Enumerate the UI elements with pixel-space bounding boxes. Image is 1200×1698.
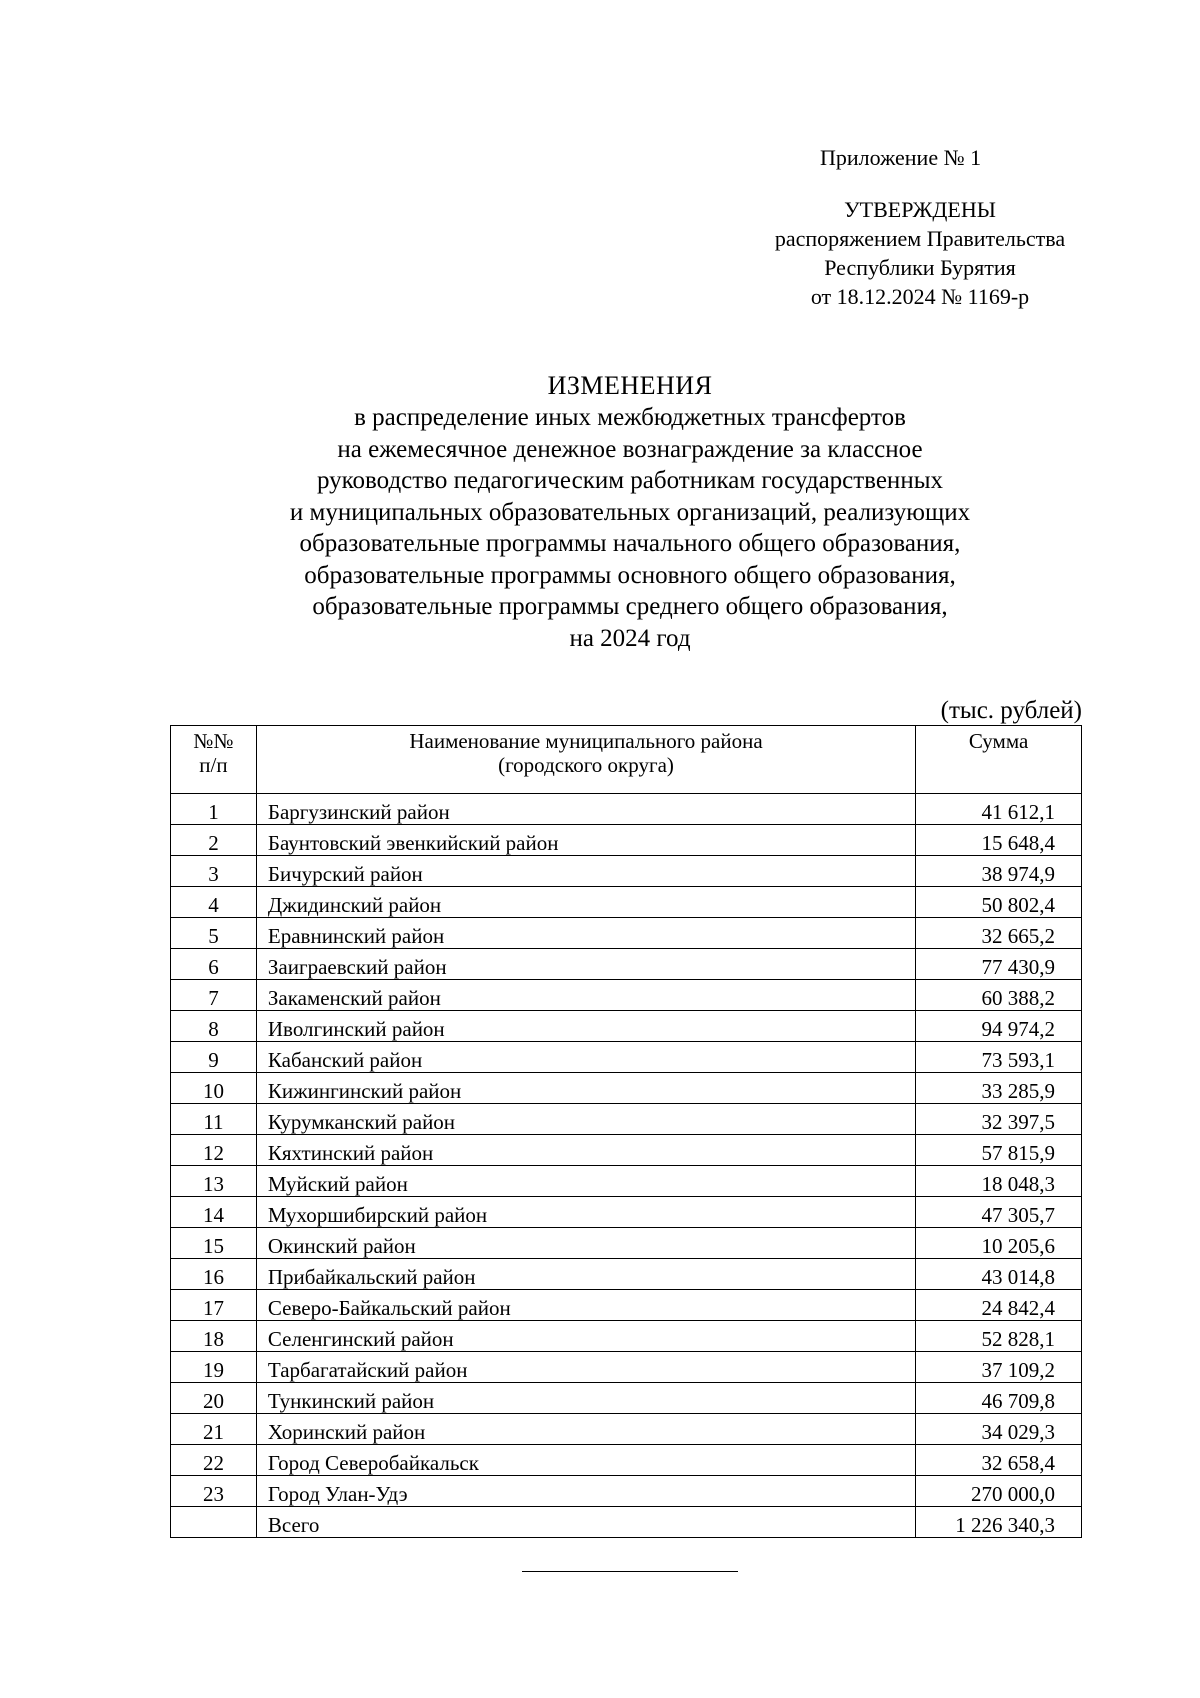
row-number: 9 bbox=[171, 1042, 257, 1073]
row-district-name: Курумканский район bbox=[256, 1104, 915, 1135]
header-name bbox=[256, 726, 915, 794]
table-row bbox=[171, 1352, 1082, 1383]
row-district-name: Прибайкальский район bbox=[256, 1259, 915, 1290]
title-line: в распределение иных межбюджетных трансфертов bbox=[354, 404, 906, 431]
table-row bbox=[171, 887, 1082, 918]
row-amount: 270 000,0 bbox=[916, 1476, 1082, 1507]
annex-label: Приложение № 1 bbox=[820, 145, 982, 170]
row-number: 2 bbox=[171, 825, 257, 856]
row-amount: 32 665,2 bbox=[916, 918, 1082, 949]
row-amount: 94 974,2 bbox=[916, 1011, 1082, 1042]
table-row bbox=[171, 825, 1082, 856]
row-district-name: Всего bbox=[256, 1507, 915, 1538]
table-row bbox=[171, 1290, 1082, 1321]
table-row bbox=[171, 856, 1082, 887]
table-row bbox=[171, 1445, 1082, 1476]
row-district-name: Кяхтинский район bbox=[256, 1135, 915, 1166]
row-amount: 77 430,9 bbox=[916, 949, 1082, 980]
row-district-name: Закаменский район bbox=[256, 980, 915, 1011]
row-number: 14 bbox=[171, 1197, 257, 1228]
row-amount: 43 014,8 bbox=[916, 1259, 1082, 1290]
row-number: 1 bbox=[171, 794, 257, 825]
row-number: 11 bbox=[171, 1104, 257, 1135]
row-district-name: Бичурский район bbox=[256, 856, 915, 887]
row-district-name: Хоринский район bbox=[256, 1414, 915, 1445]
table-row bbox=[171, 1166, 1082, 1197]
row-amount: 1 226 340,3 bbox=[916, 1507, 1082, 1538]
row-amount: 73 593,1 bbox=[916, 1042, 1082, 1073]
table-row bbox=[171, 1414, 1082, 1445]
document-title bbox=[170, 370, 1090, 654]
row-district-name: Мухоршибирский район bbox=[256, 1197, 915, 1228]
table-row bbox=[171, 980, 1082, 1011]
table-row bbox=[171, 1104, 1082, 1135]
row-district-name: Джидинский район bbox=[256, 887, 915, 918]
row-amount: 60 388,2 bbox=[916, 980, 1082, 1011]
title-line: образовательные программы основного общего образования, bbox=[304, 561, 956, 589]
table-total-row bbox=[171, 1507, 1082, 1538]
row-district-name: Еравнинский район bbox=[256, 918, 915, 949]
approval-title: УТВЕРЖДЕНЫ bbox=[844, 197, 996, 222]
row-district-name: Тункинский район bbox=[256, 1383, 915, 1414]
row-amount: 33 285,9 bbox=[916, 1073, 1082, 1104]
table-row bbox=[171, 1135, 1082, 1166]
approval-line: Республики Бурятия bbox=[824, 255, 1016, 280]
row-district-name: Окинский район bbox=[256, 1228, 915, 1259]
row-amount: 15 648,4 bbox=[916, 825, 1082, 856]
header-name-line: Наименование муниципального района bbox=[409, 729, 763, 753]
row-amount: 52 828,1 bbox=[916, 1321, 1082, 1352]
table-row bbox=[171, 1011, 1082, 1042]
row-number: 5 bbox=[171, 918, 257, 949]
row-number: 4 bbox=[171, 887, 257, 918]
table-row bbox=[171, 1042, 1082, 1073]
row-amount: 18 048,3 bbox=[916, 1166, 1082, 1197]
row-amount: 37 109,2 bbox=[916, 1352, 1082, 1383]
table-row bbox=[171, 949, 1082, 980]
table-row bbox=[171, 1476, 1082, 1507]
row-district-name: Муйский район bbox=[256, 1166, 915, 1197]
row-number: 8 bbox=[171, 1011, 257, 1042]
title-line: на 2024 год bbox=[569, 624, 691, 652]
row-district-name: Северо-Байкальский район bbox=[256, 1290, 915, 1321]
row-number: 12 bbox=[171, 1135, 257, 1166]
table-row bbox=[171, 1383, 1082, 1414]
row-amount: 32 397,5 bbox=[916, 1104, 1082, 1135]
row-district-name: Кижингинский район bbox=[256, 1073, 915, 1104]
row-district-name: Селенгинский район bbox=[256, 1321, 915, 1352]
row-amount: 32 658,4 bbox=[916, 1445, 1082, 1476]
row-amount: 41 612,1 bbox=[916, 794, 1082, 825]
row-number: 10 bbox=[171, 1073, 257, 1104]
table-body bbox=[171, 794, 1082, 1538]
row-number: 7 bbox=[171, 980, 257, 1011]
title-line: образовательные программы среднего общего образования, bbox=[312, 593, 948, 620]
row-number: 22 bbox=[171, 1445, 257, 1476]
row-number: 3 bbox=[171, 856, 257, 887]
title-line: на ежемесячное денежное вознаграждение за классное bbox=[337, 435, 923, 463]
row-district-name: Город Улан-Удэ bbox=[256, 1476, 915, 1507]
row-amount: 10 205,6 bbox=[916, 1228, 1082, 1259]
table-row bbox=[171, 1228, 1082, 1259]
table-header-row bbox=[171, 726, 1082, 794]
row-amount: 46 709,8 bbox=[916, 1383, 1082, 1414]
row-number: 15 bbox=[171, 1228, 257, 1259]
title-line: и муниципальных образовательных организаций, реализующих bbox=[289, 498, 971, 526]
row-amount: 50 802,4 bbox=[916, 887, 1082, 918]
row-amount: 34 029,3 bbox=[916, 1414, 1082, 1445]
row-amount: 47 305,7 bbox=[916, 1197, 1082, 1228]
table-row bbox=[171, 794, 1082, 825]
row-district-name: Баргузинский район bbox=[256, 794, 915, 825]
title-line: руководство педагогическим работникам государственных bbox=[317, 467, 943, 494]
row-district-name: Баунтовский эвенкийский район bbox=[256, 825, 915, 856]
page-title: ИЗМЕНЕНИЯ bbox=[547, 371, 713, 400]
row-number: 6 bbox=[171, 949, 257, 980]
table-row bbox=[171, 1073, 1082, 1104]
row-district-name: Заиграевский район bbox=[256, 949, 915, 980]
row-number: 19 bbox=[171, 1352, 257, 1383]
closing-divider bbox=[522, 1571, 738, 1572]
row-number: 20 bbox=[171, 1383, 257, 1414]
row-number: 21 bbox=[171, 1414, 257, 1445]
row-number bbox=[171, 1507, 257, 1538]
header-num-line: №№ bbox=[193, 729, 234, 753]
header-num-line: п/п bbox=[199, 753, 228, 777]
distribution-table bbox=[170, 725, 1082, 1538]
title-line: образовательные программы начального общего образования, bbox=[299, 530, 961, 557]
table-row bbox=[171, 918, 1082, 949]
table-row bbox=[171, 1259, 1082, 1290]
row-amount: 38 974,9 bbox=[916, 856, 1082, 887]
row-number: 16 bbox=[171, 1259, 257, 1290]
units-label: (тыс. рублей) bbox=[940, 697, 1082, 724]
row-district-name: Тарбагатайский район bbox=[256, 1352, 915, 1383]
row-district-name: Иволгинский район bbox=[256, 1011, 915, 1042]
row-district-name: Кабанский район bbox=[256, 1042, 915, 1073]
row-number: 17 bbox=[171, 1290, 257, 1321]
table-row bbox=[171, 1197, 1082, 1228]
row-amount: 24 842,4 bbox=[916, 1290, 1082, 1321]
row-number: 13 bbox=[171, 1166, 257, 1197]
approval-block bbox=[720, 195, 1120, 311]
row-district-name: Город Северобайкальск bbox=[256, 1445, 915, 1476]
approval-line: распоряжением Правительства bbox=[774, 226, 1066, 251]
header-num bbox=[171, 726, 257, 794]
row-number: 23 bbox=[171, 1476, 257, 1507]
approval-date: от 18.12.2024 № 1169-р bbox=[810, 284, 1030, 309]
row-amount: 57 815,9 bbox=[916, 1135, 1082, 1166]
header-name-line: (городского округа) bbox=[498, 753, 674, 777]
header-sum: Сумма bbox=[916, 726, 1082, 794]
row-number: 18 bbox=[171, 1321, 257, 1352]
table-row bbox=[171, 1321, 1082, 1352]
